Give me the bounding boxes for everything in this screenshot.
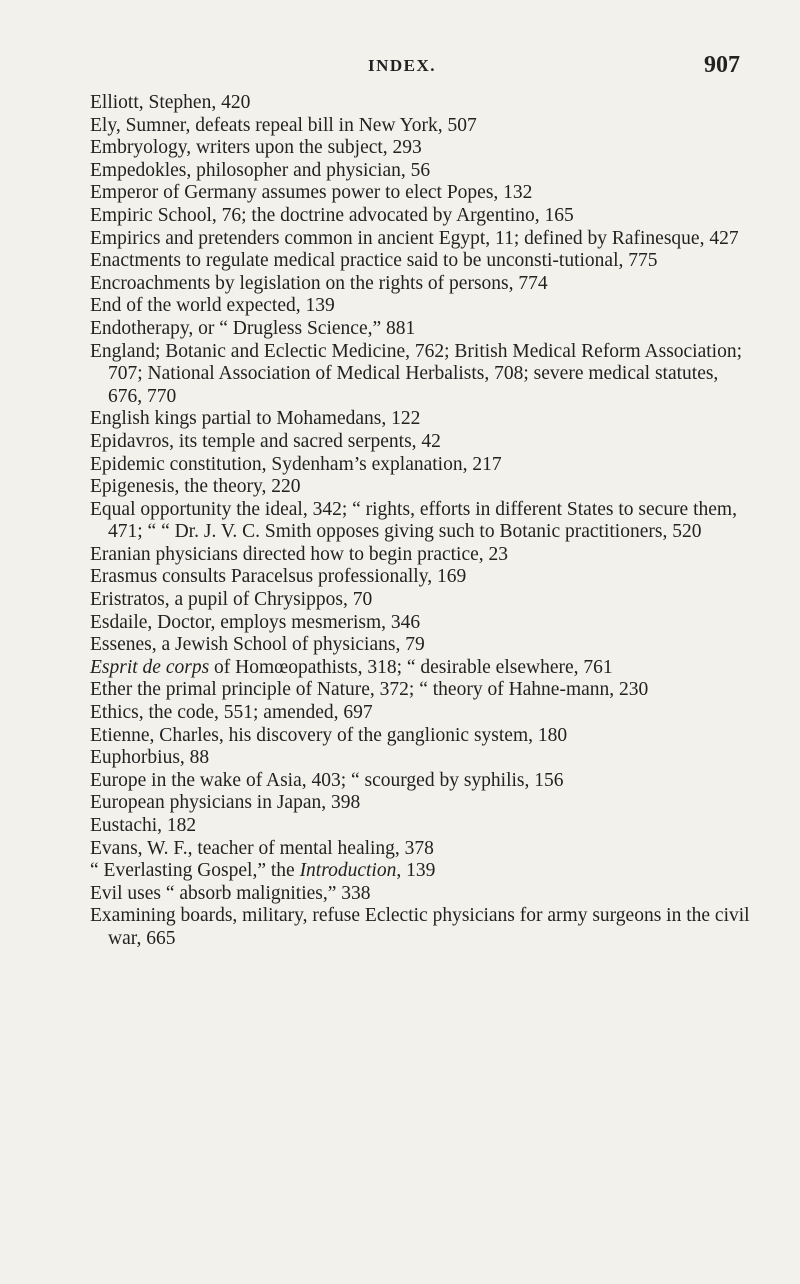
index-entry: Evans, W. F., teacher of mental healing, 378 (90, 837, 434, 859)
page-number: 907 (704, 52, 740, 78)
index-entry: Equal opportunity the ideal, 342; “ rights, efforts in different States to secure them, 471; “ “ Dr. J. V. C. Smith opposes giving such to Botanic practitioners, 520 (90, 498, 737, 543)
index-entry: Encroachments by legislation on the rights of persons, 774 (90, 272, 548, 294)
index-entry: Essenes, a Jewish School of physicians, 79 (90, 634, 425, 656)
index-entry: Endotherapy, or “ Drugless Science,” 881 (90, 317, 416, 339)
index-entry: English kings partial to Mohamedans, 122 (90, 408, 421, 430)
page-header (0, 52, 800, 82)
index-entry: Embryology, writers upon the subject, 293 (90, 137, 422, 159)
index-entry: Eristratos, a pupil of Chrysippos, 70 (90, 589, 373, 611)
entry-text: “ Everlasting Gospel,” the (90, 860, 300, 882)
index-entry: Enactments to regulate medical practice said to be unconsti-tutional, 775 (90, 250, 658, 272)
index-entry: End of the world expected, 139 (90, 295, 335, 317)
italic-term: Esprit de corps (90, 656, 210, 678)
index-entry-gospel (90, 860, 750, 883)
index-entry: Emperor of Germany assumes power to elect Popes, 132 (90, 182, 533, 204)
entry-text: of Homœopathists, 318; “ desirable elsewhere, 761 (209, 656, 613, 678)
index-entry: Ether the primal principle of Nature, 372; “ theory of Hahne-mann, 230 (90, 679, 649, 701)
entry-text: , 139 (396, 860, 436, 882)
index-entry: Eustachi, 182 (90, 815, 197, 836)
index-entry: Eranian physicians directed how to begin practice, 23 (90, 543, 509, 565)
index-entry: Esdaile, Doctor, employs mesmerism, 346 (90, 611, 421, 633)
index-entry: Epidavros, its temple and sacred serpents, 42 (90, 430, 441, 452)
index-entry: Euphorbius, 88 (90, 747, 210, 769)
italic-term: Introduction (299, 860, 397, 882)
index-entry: Etienne, Charles, his discovery of the ganglionic system, 180 (90, 724, 568, 746)
index-entry: Examining boards, military, refuse Eclectic physicians for army surgeons in the civil war, 665 (90, 905, 750, 949)
index-entry: Elliott, Stephen, 420 (90, 92, 251, 113)
index-entry: Ethics, the code, 551; amended, 697 (90, 702, 373, 724)
index-entry: Ely, Sumner, defeats repeal bill in New York, 507 (90, 114, 477, 136)
index-entry: Erasmus consults Paracelsus professionally, 169 (90, 566, 467, 588)
index-entry: Epigenesis, the theory, 220 (90, 476, 301, 498)
index-entry: Epidemic constitution, Sydenham’s explanation, 217 (90, 453, 502, 475)
running-head: INDEX. (368, 56, 437, 75)
index-entry-esprit (90, 657, 750, 680)
index-entries (90, 92, 750, 951)
index-entry: Empiric School, 76; the doctrine advocated by Argentino, 165 (90, 204, 574, 226)
index-entry: England; Botanic and Eclectic Medicine, 762; British Medical Reform Association; 707; National Association of Medical Herbalists, 708; severe medical statutes, 676, 770 (90, 340, 743, 407)
index-entry: Empedokles, philosopher and physician, 56 (90, 159, 431, 181)
index-entry: European physicians in Japan, 398 (90, 792, 361, 814)
index-entry: Evil uses “ absorb malignities,” 338 (90, 882, 371, 904)
index-entry: Europe in the wake of Asia, 403; “ scourged by syphilis, 156 (90, 769, 564, 791)
index-entry: Empirics and pretenders common in ancient Egypt, 11; defined by Rafinesque, 427 (90, 227, 739, 249)
